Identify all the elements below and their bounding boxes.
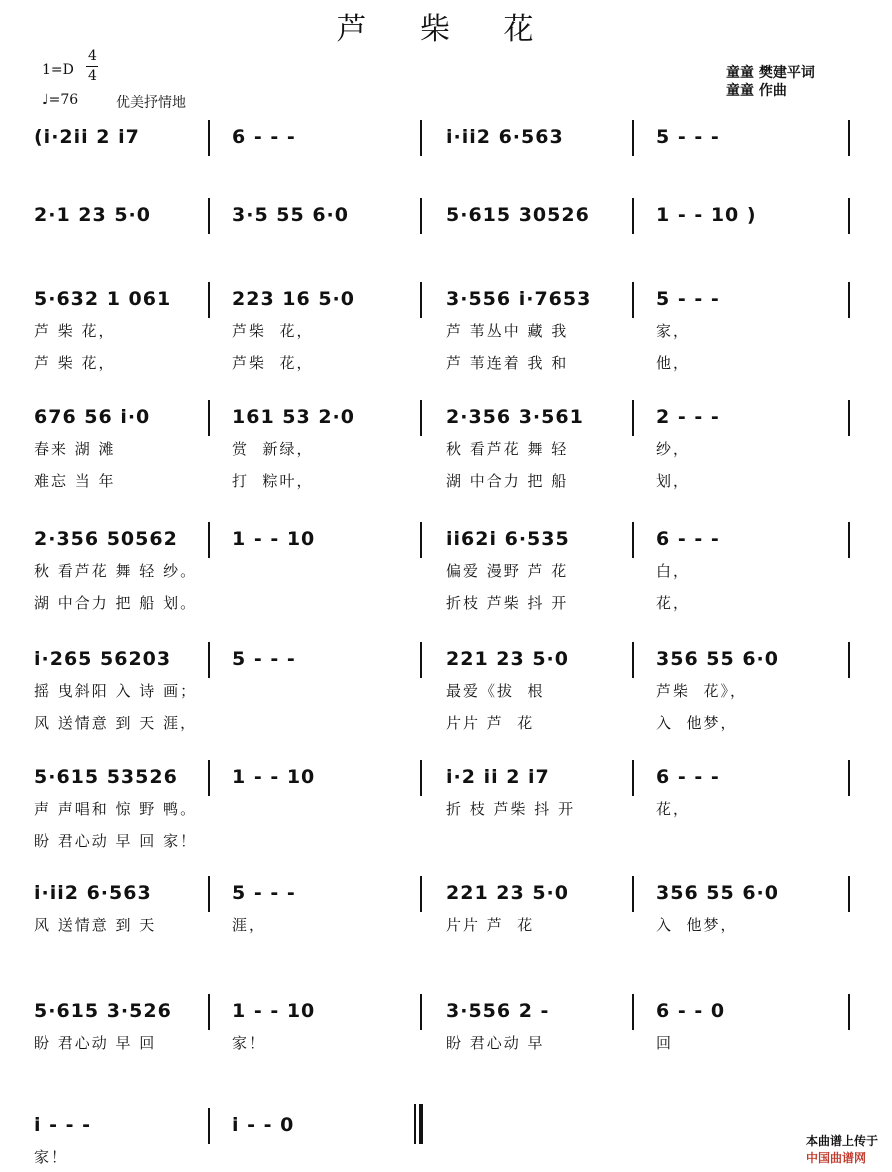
barline — [632, 522, 634, 558]
lyric-line-2: 湖 中合力 把 船 划。 — [34, 594, 198, 612]
measure-notes: 356 55 6·0 — [656, 882, 779, 904]
measure-notes: 5·615 30526 — [446, 204, 590, 226]
lyric-line-2: 花， — [656, 594, 691, 612]
composer-credit: 童童 作曲 — [726, 83, 787, 99]
measure-notes: 1 - - 10 — [232, 1000, 316, 1022]
measure-notes: 221 23 5·0 — [446, 648, 569, 670]
measure-notes: 5 - - - — [232, 882, 296, 904]
measure-notes: 356 55 6·0 — [656, 648, 779, 670]
measure-notes: 3·556 i·7653 — [446, 288, 592, 310]
measure-notes: 6 - - - — [232, 126, 296, 148]
lyric-line-2: 芦柴 花， — [232, 354, 314, 372]
barline — [420, 994, 422, 1030]
barline — [848, 876, 850, 912]
barline — [208, 120, 210, 156]
measure-notes: 5·632 1 061 — [34, 288, 172, 310]
measure-notes: 3·5 55 6·0 — [232, 204, 349, 226]
footer-text: 本曲谱上传于 — [805, 1134, 878, 1148]
time-signature-bottom: 4 — [88, 68, 97, 84]
barline — [420, 400, 422, 436]
measure-notes: 6 - - - — [656, 528, 720, 550]
barline — [420, 876, 422, 912]
barline — [420, 282, 422, 318]
measure-notes: (i·2ii 2 i7 — [34, 126, 140, 148]
barline — [632, 994, 634, 1030]
barline — [208, 1108, 210, 1144]
lyric-line-1: 摇 曳斜阳 入 诗 画； — [34, 682, 198, 700]
barline — [632, 198, 634, 234]
measure-notes: i·265 56203 — [34, 648, 172, 670]
lyric-line-2: 入 他梦， — [656, 714, 738, 732]
measure-notes: 3·556 2 - — [446, 1000, 550, 1022]
barline — [420, 198, 422, 234]
barline — [420, 120, 422, 156]
lyric-line-1: 芦 柴 花， — [34, 322, 116, 340]
barline — [420, 760, 422, 796]
barline — [208, 642, 210, 678]
final-barline-thick — [419, 1104, 423, 1144]
lyric-line-2: 难忘 当 年 — [34, 472, 116, 490]
lyric-line-1: 回 — [656, 1034, 674, 1052]
lyric-line-1: 芦 苇丛中 藏 我 — [446, 322, 569, 340]
measure-notes: 6 - - - — [656, 766, 720, 788]
lyric-line-1: 赏 新绿， — [232, 440, 314, 458]
lyric-line-1: 家！ — [232, 1034, 267, 1052]
barline — [632, 642, 634, 678]
lyric-line-2: 折枝 芦柴 抖 开 — [446, 594, 569, 612]
expression-marking: 优美抒情地 — [116, 95, 186, 111]
lyric-line-2: 盼 君心动 早 回 家！ — [34, 832, 198, 850]
barline — [208, 760, 210, 796]
lyricist-credit: 童童 樊建平词 — [726, 65, 815, 81]
measure-notes: 1 - - 10 ) — [656, 204, 757, 226]
lyric-line-1: 风 送情意 到 天 — [34, 916, 157, 934]
barline — [632, 282, 634, 318]
lyric-line-1: 涯， — [232, 916, 267, 934]
lyric-line-1: 片片 芦 花 — [446, 916, 535, 934]
lyric-line-1: 芦柴 花， — [232, 322, 314, 340]
song-title: 芦 柴 花 — [336, 12, 556, 47]
measure-notes: 2 - - - — [656, 406, 720, 428]
barline — [208, 400, 210, 436]
barline — [208, 876, 210, 912]
measure-notes: 223 16 5·0 — [232, 288, 355, 310]
lyric-line-1: 花， — [656, 800, 691, 818]
time-signature-top: 4 — [88, 48, 97, 64]
lyric-line-1: 春来 湖 滩 — [34, 440, 116, 458]
barline — [632, 120, 634, 156]
lyric-line-1: 偏爱 漫野 芦 花 — [446, 562, 569, 580]
tempo-marking: ♩=76 — [42, 92, 79, 108]
barline — [848, 198, 850, 234]
key-signature: 1=D — [42, 62, 74, 78]
measure-notes: 5 - - - — [656, 126, 720, 148]
barline — [208, 522, 210, 558]
final-barline-thin — [414, 1104, 416, 1144]
lyric-line-2: 打 粽叶， — [232, 472, 314, 490]
barline — [208, 198, 210, 234]
lyric-line-1: 盼 君心动 早 回 — [34, 1034, 157, 1052]
barline — [848, 642, 850, 678]
lyric-line-1: 白， — [656, 562, 691, 580]
barline — [632, 760, 634, 796]
measure-notes: i·ii2 6·563 — [34, 882, 152, 904]
lyric-line-1: 秋 看芦花 舞 轻 — [446, 440, 569, 458]
barline — [208, 282, 210, 318]
barline — [632, 400, 634, 436]
measure-notes: 221 23 5·0 — [446, 882, 569, 904]
lyric-line-1: 最爱《拔 根 — [446, 682, 545, 700]
measure-notes: 676 56 i·0 — [34, 406, 151, 428]
lyric-line-1: 芦柴 花》， — [656, 682, 748, 700]
barline — [420, 642, 422, 678]
measure-notes: 6 - - 0 — [656, 1000, 726, 1022]
time-signature-line — [86, 66, 98, 67]
barline — [420, 522, 422, 558]
barline — [848, 282, 850, 318]
measure-notes: 2·356 3·561 — [446, 406, 584, 428]
barline — [848, 120, 850, 156]
footer — [798, 1118, 878, 1166]
measure-notes: 1 - - 10 — [232, 766, 316, 788]
lyric-line-2: 湖 中合力 把 船 — [446, 472, 569, 490]
barline — [848, 400, 850, 436]
barline — [848, 994, 850, 1030]
lyric-line-1: 家！ — [34, 1148, 69, 1166]
barline — [848, 522, 850, 558]
measure-notes: 5 - - - — [656, 288, 720, 310]
lyric-line-2: 风 送情意 到 天 涯， — [34, 714, 198, 732]
measure-notes: 5·615 53526 — [34, 766, 178, 788]
lyric-line-1: 纱， — [656, 440, 691, 458]
measure-notes: 5·615 3·526 — [34, 1000, 172, 1022]
measure-notes: 2·356 50562 — [34, 528, 178, 550]
lyric-line-1: 折 枝 芦柴 抖 开 — [446, 800, 576, 818]
measure-notes: i·ii2 6·563 — [446, 126, 564, 148]
site-brand: 中国曲谱网 — [805, 1151, 866, 1165]
measure-notes: i - - 0 — [232, 1114, 295, 1136]
barline — [848, 760, 850, 796]
lyric-line-1: 入 他梦， — [656, 916, 738, 934]
measure-notes: i·2 ii 2 i7 — [446, 766, 550, 788]
measure-notes: ii62i 6·535 — [446, 528, 570, 550]
lyric-line-2: 片片 芦 花 — [446, 714, 535, 732]
lyric-line-1: 家， — [656, 322, 691, 340]
lyric-line-1: 秋 看芦花 舞 轻 纱。 — [34, 562, 198, 580]
lyric-line-2: 芦 苇连着 我 和 — [446, 354, 569, 372]
barline — [208, 994, 210, 1030]
measure-notes: 5 - - - — [232, 648, 296, 670]
lyric-line-1: 声 声唱和 惊 野 鸭。 — [34, 800, 198, 818]
measure-notes: 2·1 23 5·0 — [34, 204, 151, 226]
measure-notes: i - - - — [34, 1114, 92, 1136]
measure-notes: 161 53 2·0 — [232, 406, 355, 428]
barline — [632, 876, 634, 912]
lyric-line-2: 芦 柴 花， — [34, 354, 116, 372]
lyric-line-2: 他， — [656, 354, 691, 372]
lyric-line-2: 划， — [656, 472, 691, 490]
measure-notes: 1 - - 10 — [232, 528, 316, 550]
lyric-line-1: 盼 君心动 早 — [446, 1034, 545, 1052]
